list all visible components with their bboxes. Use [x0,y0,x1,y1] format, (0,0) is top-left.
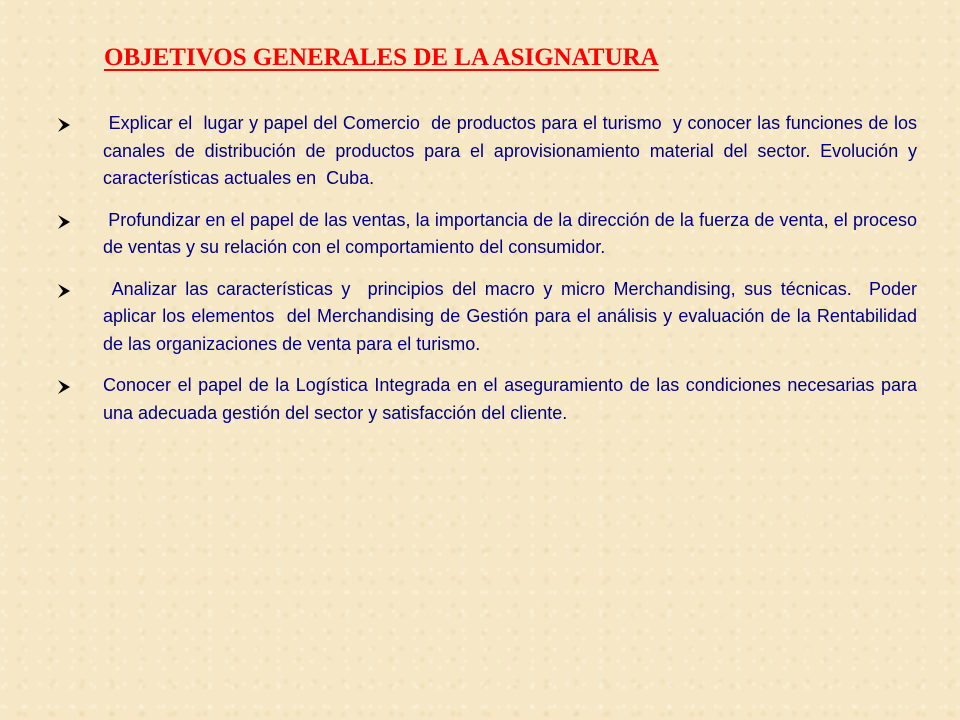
arrow-bullet-icon [57,380,71,394]
objective-text: Analizar las características y principios del macro y micro Merchandising, sus técnicas. Poder aplicar los elementos del Merchandising de Gestión para el análisis y evaluación de la Rentabilidad de las organizaciones de venta para el turismo. [103,278,923,354]
objective-text: Conocer el papel de la Logística Integrada en el aseguramiento de las condiciones necesarias para una adecuada gestión del sector y satisfacción del cliente. [103,375,923,423]
objective-item [57,276,923,359]
arrow-bullet-icon [57,284,71,298]
objectives-list [57,110,928,427]
objective-item [57,110,928,193]
objective-text: Explicar el lugar y papel del Comercio de productos para el turismo y conocer las funciones de los canales de distribución de productos para el aprovisionamiento material del sector. Evolución y características actuales en Cuba. [103,113,928,188]
slide-title: OBJETIVOS GENERALES DE LA ASIGNATURA [104,44,659,71]
arrow-bullet-icon [57,118,71,132]
arrow-bullet-icon [57,215,71,229]
objective-text: Profundizar en el papel de las ventas, la importancia de la dirección de la fuerza de venta, el proceso de ventas y su relación con el comportamiento del consumidor. [103,209,923,257]
objective-item [57,207,923,262]
objective-item [57,372,923,427]
